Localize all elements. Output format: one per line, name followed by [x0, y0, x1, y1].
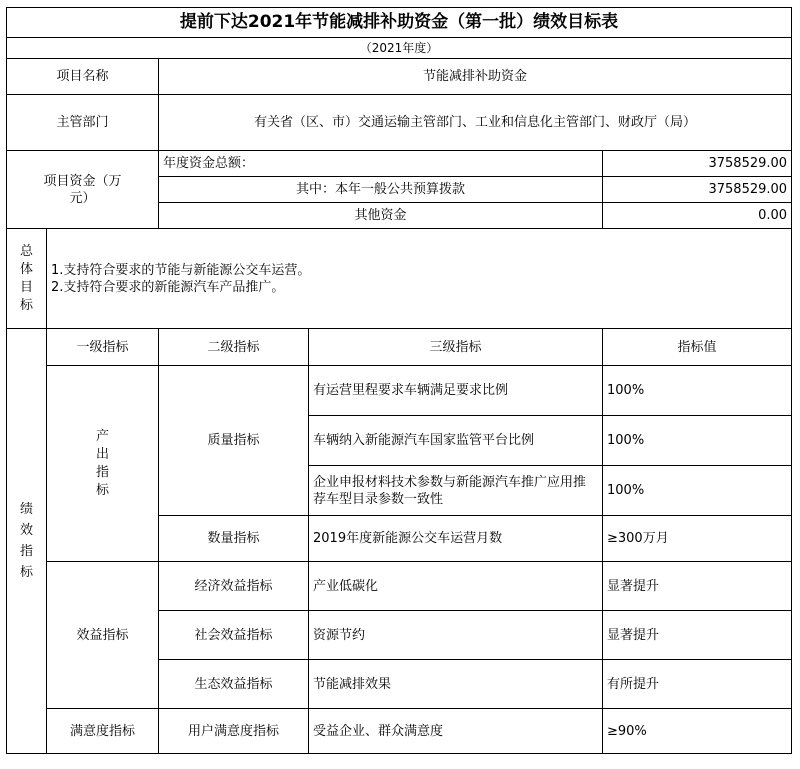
overall-goal-label: 总体目标	[7, 229, 47, 329]
funds-total-value: 3758529.00	[603, 151, 792, 177]
overall-goal-text	[47, 229, 792, 329]
funds-label: 项目资金（万元）	[7, 151, 159, 229]
header-level1: 一级指标	[47, 329, 159, 366]
funds-other-label: 其他资金	[159, 203, 603, 229]
quality-item-2-value: 100%	[603, 416, 792, 466]
funds-total-label: 年度资金总额：	[159, 151, 603, 177]
satisfaction-value: ≥90%	[603, 709, 792, 754]
ecological-value: 有所提升	[603, 660, 792, 709]
quality-item-1-value: 100%	[603, 366, 792, 416]
quality-item-3-name: 企业申报材料技术参数与新能源汽车推广应用推荐车型目录参数一致性	[309, 466, 603, 516]
ecological-name: 节能减排效果	[309, 660, 603, 709]
funds-other-value: 0.00	[603, 203, 792, 229]
satisfaction-name: 受益企业、群众满意度	[309, 709, 603, 754]
year-label: （2021年度）	[7, 38, 792, 59]
funds-budget-value: 3758529.00	[603, 177, 792, 203]
header-value: 指标值	[603, 329, 792, 366]
project-name-label: 项目名称	[7, 59, 159, 95]
funds-budget-label: 其中：本年一般公共预算拨款	[159, 177, 603, 203]
quality-item-3-value: 100%	[603, 466, 792, 516]
economic-level2: 经济效益指标	[159, 562, 309, 611]
ecological-level2: 生态效益指标	[159, 660, 309, 709]
social-level2: 社会效益指标	[159, 611, 309, 660]
overall-goal-line: 2.支持符合要求的新能源汽车产品推广。	[51, 279, 285, 295]
social-value: 显著提升	[603, 611, 792, 660]
satisfaction-level1: 满意度指标	[47, 709, 159, 754]
economic-value: 显著提升	[603, 562, 792, 611]
social-name: 资源节约	[309, 611, 603, 660]
quality-item-1-name: 有运营里程要求车辆满足要求比例	[309, 366, 603, 416]
performance-label: 绩效指标	[7, 329, 47, 754]
benefit-level1: 效益指标	[47, 562, 159, 709]
department-value: 有关省（区、市）交通运输主管部门、工业和信息化主管部门、财政厅（局）	[159, 95, 792, 151]
satisfaction-level2: 用户满意度指标	[159, 709, 309, 754]
quantity-level2: 数量指标	[159, 516, 309, 562]
table-title: 提前下达2021年节能减排补助资金（第一批）绩效目标表	[7, 8, 792, 38]
quality-level2: 质量指标	[159, 366, 309, 516]
economic-name: 产业低碳化	[309, 562, 603, 611]
performance-target-table	[6, 7, 792, 754]
quality-item-2-name: 车辆纳入新能源汽车国家监管平台比例	[309, 416, 603, 466]
department-label: 主管部门	[7, 95, 159, 151]
quantity-item-name: 2019年度新能源公交车运营月数	[309, 516, 603, 562]
header-level3: 三级指标	[309, 329, 603, 366]
output-level1: 产出指标	[47, 366, 159, 562]
quantity-item-value: ≥300万月	[603, 516, 792, 562]
overall-goal-line: 1.支持符合要求的节能与新能源公交车运营。	[51, 262, 311, 278]
project-name-value: 节能减排补助资金	[159, 59, 792, 95]
header-level2: 二级指标	[159, 329, 309, 366]
